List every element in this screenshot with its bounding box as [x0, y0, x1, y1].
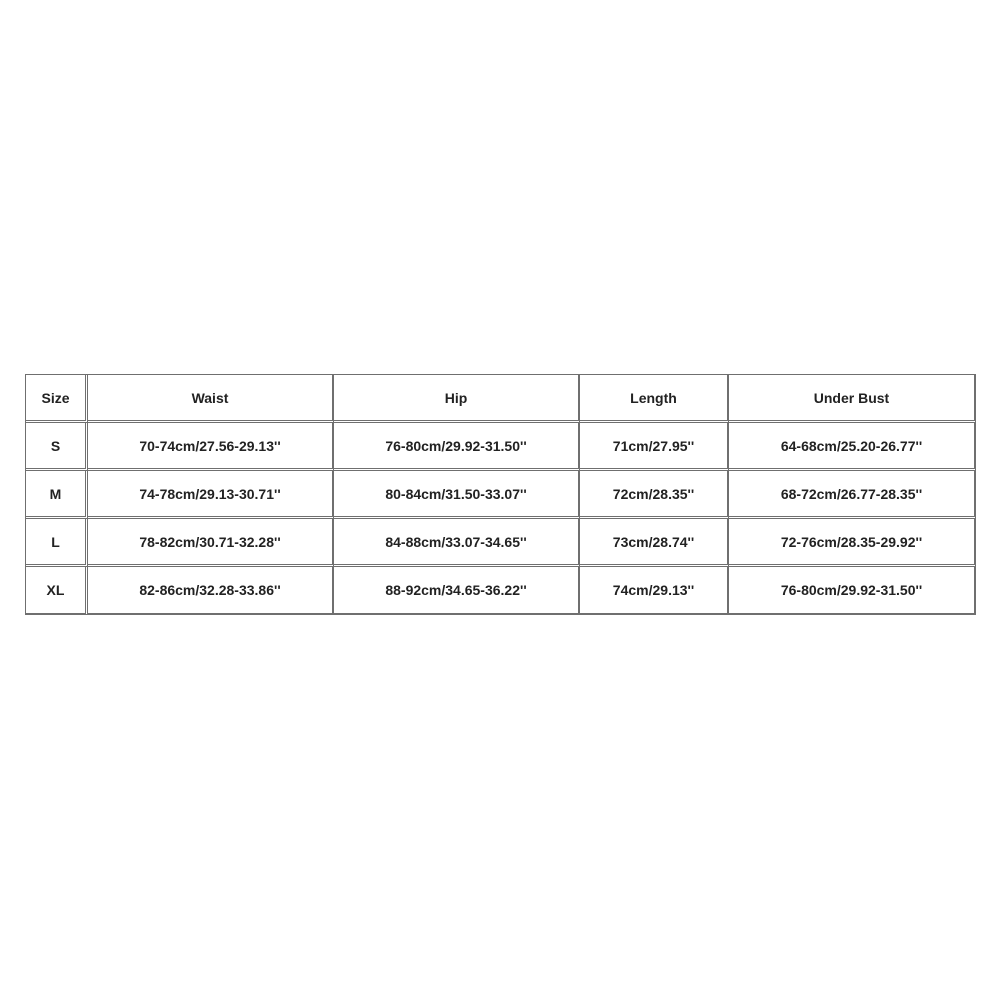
header-size: Size	[26, 375, 88, 423]
cell-size: M	[26, 471, 88, 519]
cell-size: L	[26, 519, 88, 567]
cell-size: S	[26, 423, 88, 471]
cell-hip: 88-92cm/34.65-36.22''	[334, 567, 580, 615]
cell-under-bust: 68-72cm/26.77-28.35''	[729, 471, 976, 519]
header-length: Length	[580, 375, 729, 423]
cell-under-bust: 72-76cm/28.35-29.92''	[729, 519, 976, 567]
table-row	[26, 471, 976, 519]
table-row	[26, 423, 976, 471]
cell-under-bust: 76-80cm/29.92-31.50''	[729, 567, 976, 615]
cell-hip: 76-80cm/29.92-31.50''	[334, 423, 580, 471]
table-row	[26, 567, 976, 615]
header-under-bust: Under Bust	[729, 375, 976, 423]
cell-waist: 78-82cm/30.71-32.28''	[88, 519, 334, 567]
size-chart-table	[25, 374, 976, 615]
cell-hip: 84-88cm/33.07-34.65''	[334, 519, 580, 567]
cell-waist: 70-74cm/27.56-29.13''	[88, 423, 334, 471]
table-header-row	[26, 375, 976, 423]
cell-length: 74cm/29.13''	[580, 567, 729, 615]
cell-waist: 74-78cm/29.13-30.71''	[88, 471, 334, 519]
header-hip: Hip	[334, 375, 580, 423]
cell-under-bust: 64-68cm/25.20-26.77''	[729, 423, 976, 471]
cell-length: 73cm/28.74''	[580, 519, 729, 567]
cell-hip: 80-84cm/31.50-33.07''	[334, 471, 580, 519]
cell-waist: 82-86cm/32.28-33.86''	[88, 567, 334, 615]
table-row	[26, 519, 976, 567]
cell-length: 72cm/28.35''	[580, 471, 729, 519]
cell-size: XL	[26, 567, 88, 615]
cell-length: 71cm/27.95''	[580, 423, 729, 471]
header-waist: Waist	[88, 375, 334, 423]
